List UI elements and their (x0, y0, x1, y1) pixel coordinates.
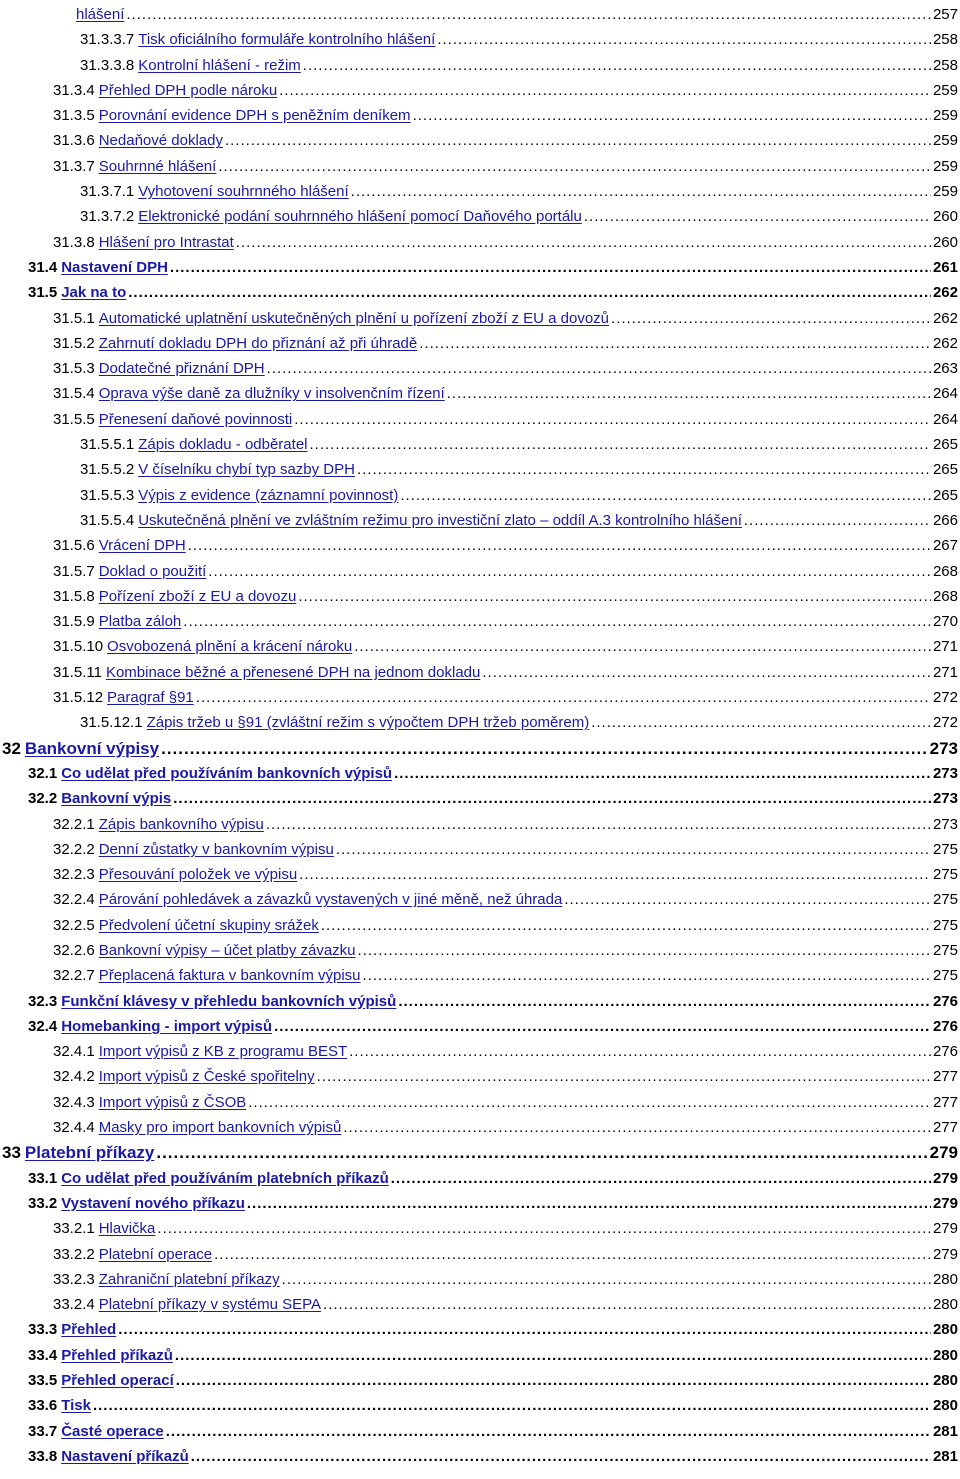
toc-entry[interactable] (0, 1267, 960, 1292)
toc-entry-link[interactable]: Zápis dokladu - odběratel (138, 436, 308, 454)
toc-entry-page-number: 264 (932, 410, 958, 428)
toc-entry[interactable] (0, 1216, 960, 1241)
toc-entry-link[interactable]: Přenesení daňové povinnosti (98, 410, 293, 428)
toc-entry-link[interactable]: Předvolení účetní skupiny srážek (98, 916, 319, 934)
dot-leader (394, 761, 931, 786)
toc-entry-number: 31.5.7 (53, 562, 95, 580)
dot-leader (363, 963, 931, 988)
toc-entry-number: 33.8 (28, 1447, 58, 1465)
toc-entry-page-number: 276 (932, 1017, 958, 1035)
toc-entry[interactable] (0, 736, 960, 761)
dot-leader (236, 230, 931, 255)
dot-leader (358, 938, 931, 963)
toc-entry[interactable] (0, 761, 960, 786)
toc-entry-link[interactable]: Bankovní výpisy – účet platby závazku (98, 941, 356, 959)
toc-entry-number: 31.3.7.1 (80, 183, 135, 201)
toc-entry-page-number: 279 (932, 1245, 958, 1263)
toc-entry-link[interactable]: Co udělat před používáním platebních příkazů (61, 1169, 389, 1187)
dot-leader (298, 584, 931, 609)
toc-entry-page-number: 270 (932, 613, 958, 631)
toc-entry-number: 32.4.1 (53, 1043, 95, 1061)
dot-leader (266, 812, 931, 837)
toc-entry-page-number: 257 (932, 6, 958, 23)
toc-entry-link[interactable]: Import výpisů z České spořitelny (98, 1068, 315, 1086)
dot-leader (282, 1267, 931, 1292)
dot-leader (564, 887, 931, 912)
toc-entry-page-number: 258 (932, 56, 958, 74)
toc-entry-link[interactable]: Elektronické podání souhrnného hlášení pomocí Daňového portálu (138, 208, 582, 226)
toc-entry-number: 31.5.3 (53, 360, 95, 378)
dot-leader (437, 27, 931, 52)
toc-entry-number: 31.5.8 (53, 587, 95, 605)
toc-entry-number: 33.2.1 (53, 1220, 95, 1238)
toc-entry-number: 31.3.8 (53, 233, 95, 251)
toc-entry-page-number: 262 (932, 309, 958, 327)
toc-entry[interactable] (0, 710, 960, 735)
toc-entry-page-number: 272 (932, 714, 958, 732)
toc-entry-page-number: 280 (932, 1397, 958, 1415)
toc-entry-link[interactable]: Přehled operací (61, 1372, 174, 1390)
toc-entry-number: 32.4.4 (53, 1119, 95, 1137)
toc-entry-number: 33.6 (28, 1397, 58, 1415)
toc-entry-link[interactable]: Párování pohledávek a závazků vystavených v jiné měně, než úhrada (98, 891, 563, 909)
toc-entry[interactable] (0, 1368, 960, 1393)
toc-entry-link[interactable]: Nastavení DPH (61, 258, 168, 276)
toc-entry-number: 33.2.4 (53, 1296, 95, 1314)
dot-leader (175, 1343, 931, 1368)
toc-entry-number: 33.5 (28, 1372, 58, 1390)
toc-entry-number: 31.5.5.1 (80, 436, 135, 454)
toc-entry[interactable] (0, 53, 960, 78)
toc-entry-link[interactable]: Nastavení příkazů (61, 1447, 189, 1465)
toc-entry-link[interactable]: Souhrnné hlášení (98, 157, 217, 175)
toc-entry-link[interactable]: Funkční klávesy v přehledu bankovních výpisů (61, 992, 397, 1010)
table-of-contents (0, 2, 960, 1469)
toc-entry-number: 31.5.6 (53, 537, 95, 555)
toc-entry-page-number: 275 (932, 891, 958, 909)
toc-entry[interactable] (0, 154, 960, 179)
dot-leader (321, 913, 931, 938)
toc-entry-page-number: 261 (932, 258, 958, 276)
toc-entry[interactable] (0, 381, 960, 406)
toc-entry-page-number: 260 (932, 208, 958, 226)
toc-entry-link[interactable]: Masky pro import bankovních výpisů (98, 1119, 342, 1137)
toc-entry-page-number: 272 (932, 689, 958, 707)
toc-entry[interactable] (0, 128, 960, 153)
toc-entry-number: 32.2.2 (53, 840, 95, 858)
toc-entry-link[interactable]: V číselníku chybí typ sazby DPH (138, 461, 355, 479)
toc-entry[interactable] (0, 685, 960, 710)
toc-entry-page-number: 262 (932, 334, 958, 352)
toc-entry[interactable] (0, 887, 960, 912)
toc-entry-page-number: 258 (932, 31, 958, 49)
dot-leader (191, 1444, 931, 1469)
toc-entry-number: 32.1 (28, 764, 58, 782)
toc-entry-number: 32.2.6 (53, 941, 95, 959)
toc-entry-number: 32.2.7 (53, 967, 95, 985)
toc-entry-page-number: 275 (932, 840, 958, 858)
toc-entry-link[interactable]: Jak na to (61, 284, 127, 302)
toc-entry-page-number: 260 (932, 233, 958, 251)
toc-entry-link[interactable]: Hlášení pro Intrastat (98, 233, 234, 251)
toc-entry[interactable] (0, 230, 960, 255)
toc-entry-number: 31.3.7 (53, 157, 95, 175)
toc-entry-number: 32.3 (28, 992, 58, 1010)
toc-entry-link[interactable]: Platební příkazy (24, 1143, 155, 1163)
toc-entry-link[interactable]: Platba záloh (98, 613, 182, 631)
toc-entry[interactable] (0, 280, 960, 305)
toc-entry-number: 32.4.3 (53, 1093, 95, 1111)
toc-entry-page-number: 279 (932, 1194, 958, 1212)
dot-leader (128, 280, 931, 305)
toc-entry[interactable] (0, 306, 960, 331)
toc-entry-page-number: 265 (932, 486, 958, 504)
toc-entry[interactable] (0, 1140, 960, 1165)
dot-leader (247, 1191, 931, 1216)
toc-entry-page-number: 281 (932, 1447, 958, 1465)
toc-entry[interactable] (0, 2, 960, 27)
toc-entry-link[interactable]: Uskutečněná plnění ve zvláštním režimu pro investiční zlato – oddíl A.3 kontrolního hlášení (138, 511, 742, 529)
toc-entry[interactable] (0, 1317, 960, 1342)
toc-entry-number: 33.2.3 (53, 1270, 95, 1288)
toc-entry-page-number: 279 (932, 1169, 958, 1187)
toc-entry-link[interactable]: Tisk oficiálního formuláře kontrolního hlášení (138, 31, 436, 49)
toc-entry-page-number: 275 (932, 866, 958, 884)
toc-entry-number: 31.3.4 (53, 81, 95, 99)
toc-entry-page-number: 280 (932, 1296, 958, 1314)
toc-entry[interactable] (0, 1064, 960, 1089)
toc-entry-link[interactable]: Zahrnutí dokladu DPH do přiznání až při úhradě (98, 334, 418, 352)
toc-entry-page-number: 275 (932, 941, 958, 959)
dot-leader (161, 736, 928, 761)
toc-entry-page-number: 277 (932, 1068, 958, 1086)
dot-leader (400, 483, 931, 508)
toc-entry-number: 31.4 (28, 258, 58, 276)
toc-entry[interactable] (0, 938, 960, 963)
dot-leader (294, 407, 931, 432)
toc-entry[interactable] (0, 837, 960, 862)
toc-entry[interactable] (0, 862, 960, 887)
dot-leader (447, 381, 931, 406)
toc-entry[interactable] (0, 660, 960, 685)
toc-entry-link[interactable]: Platební operace (98, 1245, 213, 1263)
toc-entry-link[interactable]: Import výpisů z KB z programu BEST (98, 1043, 348, 1061)
dot-leader (248, 1090, 931, 1115)
toc-entry-number: 31.3.3.7 (80, 31, 135, 49)
toc-entry-number: 31.3.6 (53, 132, 95, 150)
toc-entry-link[interactable]: Paragraf §91 (107, 689, 194, 707)
toc-entry[interactable] (0, 559, 960, 584)
dot-leader (398, 989, 931, 1014)
toc-entry-link[interactable]: Kombinace běžné a přenesené DPH na jednom dokladu (105, 663, 481, 681)
dot-leader (299, 862, 931, 887)
toc-entry-page-number: 276 (932, 992, 958, 1010)
toc-entry-link[interactable]: Zápis bankovního výpisu (98, 815, 264, 833)
toc-entry-link[interactable]: Přehled příkazů (61, 1346, 173, 1364)
toc-entry-page-number: 271 (932, 638, 958, 656)
toc-entry-link[interactable]: Zápis tržeb u §91 (zvláštní režim s výpočtem DPH tržeb poměrem) (146, 714, 590, 732)
toc-entry-number: 31.5.12.1 (80, 714, 143, 732)
toc-entry-link[interactable]: Vrácení DPH (98, 537, 186, 555)
toc-entry[interactable] (0, 812, 960, 837)
toc-entry-link[interactable]: Bankovní výpis (61, 790, 172, 808)
dot-leader (343, 1115, 931, 1140)
toc-entry-link[interactable]: Pořízení zboží z EU a dovozu (98, 587, 297, 605)
toc-entry[interactable] (0, 1242, 960, 1267)
toc-entry-link[interactable]: Porovnání evidence DPH s peněžním deníkem (98, 107, 411, 125)
toc-entry-link[interactable]: Vystavení nového příkazu (61, 1194, 245, 1212)
toc-entry-number: 31.3.7.2 (80, 208, 135, 226)
toc-entry[interactable] (0, 1343, 960, 1368)
dot-leader (317, 1064, 931, 1089)
toc-entry[interactable] (0, 1115, 960, 1140)
toc-entry-number: 32.2.3 (53, 866, 95, 884)
toc-entry-page-number: 265 (932, 461, 958, 479)
dot-leader (419, 331, 931, 356)
toc-entry-page-number: 259 (932, 132, 958, 150)
toc-entry-link[interactable]: Hlavička (98, 1220, 156, 1238)
dot-leader (323, 1292, 931, 1317)
toc-entry-link[interactable]: Přesouvání položek ve výpisu (98, 866, 298, 884)
toc-entry-page-number: 259 (932, 107, 958, 125)
dot-leader (214, 1242, 931, 1267)
toc-entry-page-number: 271 (932, 663, 958, 681)
toc-entry-page-number: 279 (929, 1143, 958, 1163)
toc-entry[interactable] (0, 27, 960, 52)
toc-entry-link[interactable]: Zahraniční platební příkazy (98, 1270, 280, 1288)
toc-entry[interactable] (0, 508, 960, 533)
toc-entry-link[interactable]: Automatické uplatnění uskutečněných plnění u pořízení zboží z EU a dovozů (98, 309, 610, 327)
toc-entry-page-number: 279 (932, 1220, 958, 1238)
toc-entry-link[interactable]: Výpis z evidence (záznamní povinnost) (138, 486, 399, 504)
dot-leader (391, 1166, 931, 1191)
toc-entry-page-number: 280 (932, 1372, 958, 1390)
dot-leader (274, 1014, 931, 1039)
dot-leader (126, 2, 931, 27)
toc-entry-number: 31.5 (28, 284, 58, 302)
toc-entry-page-number: 273 (932, 764, 958, 782)
toc-entry[interactable] (0, 989, 960, 1014)
toc-entry-link[interactable]: Přeplacená faktura v bankovním výpisu (98, 967, 361, 985)
toc-entry-number: 31.3.5 (53, 107, 95, 125)
toc-entry-link[interactable]: Oprava výše daně za dlužníky v insolvenčním řízení (98, 385, 445, 403)
dot-leader (413, 103, 931, 128)
toc-entry[interactable] (0, 913, 960, 938)
toc-entry-number: 31.5.5 (53, 410, 95, 428)
toc-entry-page-number: 259 (932, 157, 958, 175)
dot-leader (482, 660, 931, 685)
toc-entry-page-number: 268 (932, 587, 958, 605)
toc-entry[interactable] (0, 103, 960, 128)
toc-entry-page-number: 275 (932, 916, 958, 934)
dot-leader (349, 1039, 931, 1064)
dot-leader (118, 1317, 931, 1342)
toc-entry-page-number: 277 (932, 1119, 958, 1137)
dot-leader (354, 634, 931, 659)
toc-entry[interactable] (0, 407, 960, 432)
toc-entry-link[interactable]: Denní zůstatky v bankovním výpisu (98, 840, 334, 858)
toc-entry-link[interactable]: Kontrolní hlášení - režim (138, 56, 301, 74)
dot-leader (188, 533, 931, 558)
toc-entry-page-number: 277 (932, 1093, 958, 1111)
dot-leader (156, 1140, 927, 1165)
dot-leader (584, 204, 931, 229)
dot-leader (166, 1419, 931, 1444)
toc-entry-link[interactable]: Nedaňové doklady (98, 132, 223, 150)
toc-entry-page-number: 259 (932, 81, 958, 99)
toc-entry-link[interactable]: hlášení (76, 6, 125, 23)
toc-entry-page-number: 259 (932, 183, 958, 201)
dot-leader (279, 78, 931, 103)
toc-entry[interactable] (0, 634, 960, 659)
dot-leader (225, 128, 931, 153)
dot-leader (176, 1368, 931, 1393)
toc-entry-page-number: 267 (932, 537, 958, 555)
toc-entry-page-number: 280 (932, 1346, 958, 1364)
toc-entry[interactable] (0, 1014, 960, 1039)
dot-leader (351, 179, 931, 204)
toc-entry[interactable] (0, 533, 960, 558)
dot-leader (170, 255, 931, 280)
toc-entry-page-number: 280 (932, 1270, 958, 1288)
toc-entry-link[interactable]: Tisk (61, 1397, 91, 1415)
toc-entry-number: 32.2.1 (53, 815, 95, 833)
toc-entry-number: 33.1 (28, 1169, 58, 1187)
toc-entry-link[interactable]: Časté operace (61, 1422, 164, 1440)
toc-entry-number: 31.5.1 (53, 309, 95, 327)
dot-leader (591, 710, 931, 735)
toc-entry-number: 33 (2, 1143, 21, 1163)
dot-leader (218, 154, 931, 179)
toc-entry[interactable] (0, 1444, 960, 1469)
toc-entry-link[interactable]: Vyhotovení souhrnného hlášení (138, 183, 349, 201)
toc-entry[interactable] (0, 432, 960, 457)
toc-entry[interactable] (0, 609, 960, 634)
toc-entry[interactable] (0, 179, 960, 204)
toc-entry-page-number: 276 (932, 1043, 958, 1061)
toc-entry-link[interactable]: Homebanking - import výpisů (61, 1017, 273, 1035)
toc-entry-page-number: 264 (932, 385, 958, 403)
toc-entry[interactable] (0, 1191, 960, 1216)
toc-entry[interactable] (0, 483, 960, 508)
toc-entry[interactable] (0, 1090, 960, 1115)
toc-entry-page-number: 273 (932, 815, 958, 833)
toc-entry-number: 32.4.2 (53, 1068, 95, 1086)
toc-entry-page-number: 273 (932, 790, 958, 808)
toc-entry-page-number: 268 (932, 562, 958, 580)
toc-entry[interactable] (0, 356, 960, 381)
toc-entry-link[interactable]: Co udělat před používáním bankovních výpisů (61, 764, 393, 782)
toc-entry-page-number: 263 (932, 360, 958, 378)
toc-entry[interactable] (0, 584, 960, 609)
toc-entry-number: 33.2.2 (53, 1245, 95, 1263)
dot-leader (157, 1216, 931, 1241)
toc-entry[interactable] (0, 78, 960, 103)
toc-entry-page-number: 275 (932, 967, 958, 985)
dot-leader (196, 685, 931, 710)
toc-entry-link[interactable]: Import výpisů z ČSOB (98, 1093, 247, 1111)
toc-entry-number: 31.5.5.3 (80, 486, 135, 504)
toc-entry-number: 32.4 (28, 1017, 58, 1035)
toc-entry-number: 31.5.5.4 (80, 511, 135, 529)
dot-leader (93, 1393, 931, 1418)
toc-entry-number: 31.5.4 (53, 385, 95, 403)
toc-entry[interactable] (0, 786, 960, 811)
toc-entry-number: 32.2 (28, 790, 58, 808)
toc-entry-link[interactable]: Osvobozená plnění a krácení nároku (107, 638, 353, 656)
toc-entry-number: 33.2 (28, 1194, 58, 1212)
toc-entry-number: 32.2.5 (53, 916, 95, 934)
toc-entry-number: 31.3.3.8 (80, 56, 135, 74)
dot-leader (267, 356, 931, 381)
toc-entry-link[interactable]: Přehled (61, 1321, 117, 1339)
toc-entry[interactable] (0, 457, 960, 482)
toc-entry-page-number: 281 (932, 1422, 958, 1440)
toc-entry-page-number: 262 (932, 284, 958, 302)
dot-leader (183, 609, 931, 634)
toc-entry[interactable] (0, 1393, 960, 1418)
toc-entry[interactable] (0, 1166, 960, 1191)
toc-entry-number: 31.5.9 (53, 613, 95, 631)
toc-entry-number: 33.7 (28, 1422, 58, 1440)
dot-leader (310, 432, 931, 457)
dot-leader (744, 508, 931, 533)
toc-entry[interactable] (0, 331, 960, 356)
toc-entry-link[interactable]: Doklad o použití (98, 562, 207, 580)
toc-entry-link[interactable]: Přehled DPH podle nároku (98, 81, 278, 99)
toc-entry-number: 33.4 (28, 1346, 58, 1364)
dot-leader (336, 837, 931, 862)
toc-entry-link[interactable]: Bankovní výpisy (24, 738, 160, 758)
dot-leader (357, 457, 931, 482)
toc-entry-number: 31.5.10 (53, 638, 104, 656)
toc-entry-link[interactable]: Dodatečné přiznání DPH (98, 360, 265, 378)
toc-entry[interactable] (0, 963, 960, 988)
toc-entry-page-number: 273 (929, 738, 958, 758)
toc-entry-number: 33.3 (28, 1321, 58, 1339)
toc-entry[interactable] (0, 255, 960, 280)
dot-leader (208, 559, 931, 584)
dot-leader (173, 786, 931, 811)
toc-entry-page-number: 280 (932, 1321, 958, 1339)
toc-entry-link[interactable]: Platební příkazy v systému SEPA (98, 1296, 322, 1314)
dot-leader (611, 306, 931, 331)
toc-entry-number: 31.5.5.2 (80, 461, 135, 479)
dot-leader (303, 53, 931, 78)
toc-entry-number: 31.5.11 (53, 663, 102, 681)
toc-entry-number: 32.2.4 (53, 891, 95, 909)
toc-entry[interactable] (0, 1292, 960, 1317)
toc-entry-number: 31.5.2 (53, 334, 95, 352)
toc-entry-page-number: 266 (932, 511, 958, 529)
toc-entry-page-number: 265 (932, 436, 958, 454)
toc-entry[interactable] (0, 204, 960, 229)
toc-entry[interactable] (0, 1039, 960, 1064)
toc-entry-number: 32 (2, 738, 21, 758)
toc-entry[interactable] (0, 1419, 960, 1444)
toc-entry-number: 31.5.12 (53, 689, 104, 707)
